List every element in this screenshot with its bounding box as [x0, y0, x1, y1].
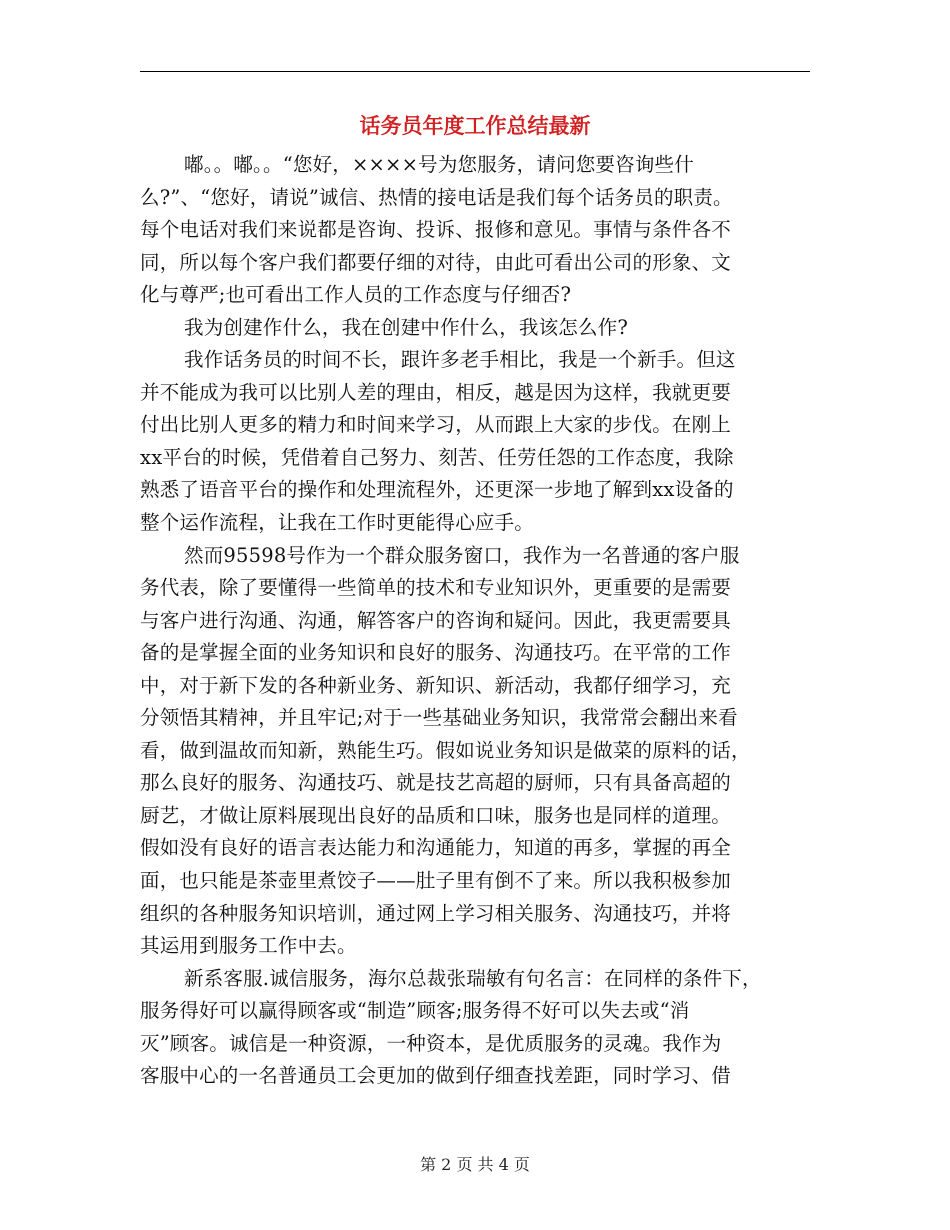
- text-line: 并不能成为我可以比别人差的理由，相反，越是因为这样，我就更要: [140, 380, 732, 404]
- text-line: 组织的各种服务知识培训，通过网上学习相关服务、沟通技巧，并将: [140, 901, 732, 925]
- text-line: 中，对于新下发的各种新业务、新知识、新活动，我都仔细学习，充: [140, 673, 732, 697]
- text-line: 面，也只能是茶壶里煮饺子——肚子里有倒不了来。所以我积极参加: [140, 869, 732, 893]
- text-line: 客服中心的一名普通员工会更加的做到仔细查找差距，同时学习、借: [140, 1064, 732, 1088]
- text-line: 与客户进行沟通、沟通，解答客户的咨询和疑问。因此，我更需要具: [140, 608, 732, 632]
- text-line: 整个运作流程，让我在工作时更能得心应手。: [140, 511, 535, 535]
- text-line: 付出比别人更多的精力和时间来学习，从而跟上大家的步伐。在刚上: [140, 413, 732, 437]
- text-line: 熟悉了语音平台的操作和处理流程外，还更深一步地了解到xx设备的: [140, 478, 734, 502]
- document-title: 话务员年度工作总结最新: [359, 114, 591, 138]
- text-line: 每个电话对我们来说都是咨询、投诉、报修和意见。事情与条件各不: [140, 218, 732, 242]
- header-rule: [140, 71, 810, 72]
- text-line: 么?”、“您好，请说”诚信、热情的接电话是我们每个话务员的职责。: [140, 185, 733, 209]
- text-line: 我作话务员的时间不长，跟许多老手相比，我是一个新手。但这: [184, 348, 736, 372]
- text-line: 服务得好可以赢得顾客或“制造”顾客;服务得不好可以失去或“消: [140, 999, 690, 1023]
- text-line: 那么良好的服务、沟通技巧、就是技艺高超的厨师，只有具备高超的: [140, 771, 732, 795]
- text-line: 我为创建作什么，我在创建中作什么，我该怎么作?: [184, 315, 629, 339]
- text-line: 厨艺，才做让原料展现出良好的品质和口味，服务也是同样的道理。: [140, 803, 732, 827]
- text-line: 灭”顾客。诚信是一种资源，一种资本，是优质服务的灵魂。我作为: [140, 1031, 722, 1055]
- text-line: 同，所以每个客户我们都要仔细的对待，由此可看出公司的形象、文: [140, 250, 732, 274]
- text-line: 分领悟其精神，并且牢记;对于一些基础业务知识，我常常会翻出来看: [140, 706, 738, 730]
- text-line: 假如没有良好的语言表达能力和沟通能力，知道的再多，掌握的再全: [140, 836, 732, 860]
- text-line: 其运用到服务工作中去。: [140, 934, 357, 958]
- text-line: 嘟。。嘟。。“您好，××××号为您服务，请问您要咨询些什: [184, 153, 694, 176]
- text-line: 看，做到温故而知新，熟能生巧。假如说业务知识是做菜的原料的话，: [140, 738, 751, 762]
- document-body: [140, 149, 830, 1093]
- text-line: 务代表，除了要懂得一些简单的技术和专业知识外，更重要的是需要: [140, 576, 732, 600]
- text-line: 备的是掌握全面的业务知识和良好的服务、沟通技巧。在平常的工作: [140, 641, 732, 665]
- text-line: 然而95598号作为一个群众服务窗口，我作为一名普通的客户服: [184, 543, 740, 567]
- page-number: 第 2 页 共 4 页: [420, 1155, 530, 1174]
- text-line: 新系客服.诚信服务，海尔总裁张瑞敏有句名言：在同样的条件下，: [184, 966, 762, 990]
- text-line: xx平台的时候，凭借着自己努力、刻苦、任劳任怨的工作态度，我除: [140, 445, 734, 469]
- text-line: 化与尊严;也可看出工作人员的工作态度与仔细否?: [140, 283, 572, 307]
